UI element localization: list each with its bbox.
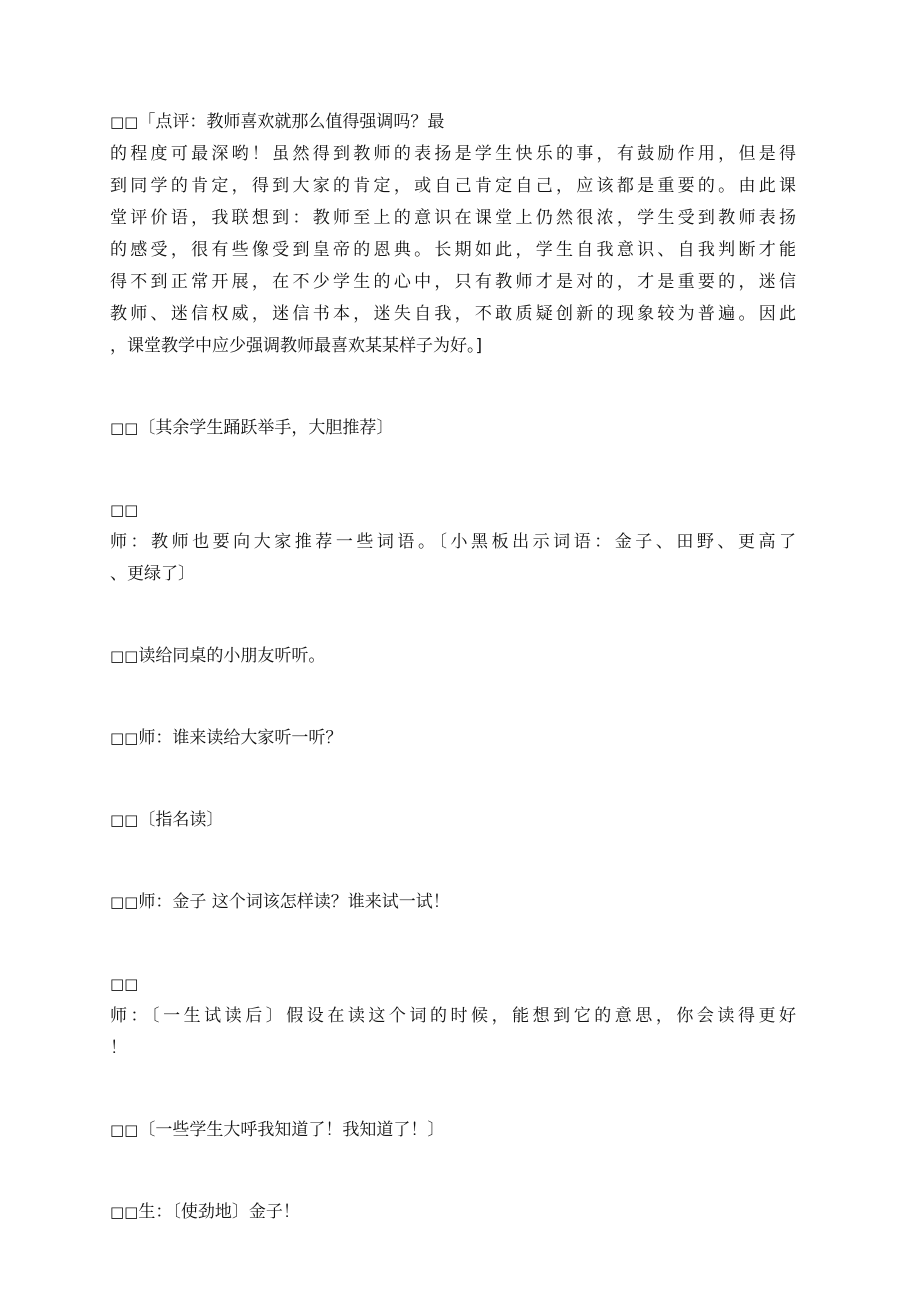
missing-glyph-marker: □□ (110, 893, 139, 911)
line-text: 师：〔一生试读后〕假设在读这个词的时候，能想到它的意思，你会读得更好 (110, 1006, 796, 1026)
text-line (110, 298, 796, 330)
text-line (110, 558, 796, 590)
text-line (110, 1196, 796, 1228)
line-text: 的感受，很有些像受到皇帝的恩典。长期如此，学生自我意识、自我判断才能 (110, 240, 796, 260)
text-line (110, 494, 796, 526)
paragraph (110, 1114, 796, 1146)
paragraph (110, 106, 796, 362)
line-text: 师：教师也要向大家推荐一些词语。〔小黑板出示词语：金子、田野、更高了 (110, 532, 796, 552)
text-line (110, 968, 796, 1000)
text-line (110, 1032, 796, 1064)
line-text: 「点评：教师喜欢就那么值得强调吗？最 (138, 112, 445, 132)
line-text: ！ (110, 1038, 127, 1058)
missing-glyph-marker: □□ (110, 647, 139, 665)
missing-glyph-marker: □□ (110, 975, 139, 993)
paragraph (110, 722, 796, 754)
text-line (110, 234, 796, 266)
text-line (110, 106, 796, 138)
paragraph-gap (110, 1064, 796, 1114)
missing-glyph-marker: □□ (110, 1121, 139, 1139)
missing-glyph-marker: □□ (110, 729, 139, 747)
line-text: 教师、迷信权威，迷信书本，迷失自我，不敢质疑创新的现象较为普遍。因此 (110, 304, 796, 324)
line-text: 读给同桌的小朋友听听。 (138, 646, 326, 666)
line-text: 生：〔使劲地〕金子！ (138, 1202, 300, 1222)
paragraph-gap (110, 836, 796, 886)
text-line (110, 1000, 796, 1032)
line-text: ，课堂教学中应少强调教师最喜欢某某样子为好。] (110, 336, 483, 356)
paragraph (110, 804, 796, 836)
missing-glyph-marker: □□ (110, 811, 139, 829)
paragraph (110, 886, 796, 918)
text-line (110, 640, 796, 672)
text-line (110, 202, 796, 234)
line-text: 、更绿了〕 (110, 564, 195, 584)
paragraph (110, 968, 796, 1064)
missing-glyph-marker: □□ (110, 1203, 139, 1221)
line-text: 堂评价语，我联想到：教师至上的意识在课堂上仍然很浓，学生受到教师表扬 (110, 208, 796, 228)
paragraph-gap (110, 672, 796, 722)
line-text: 师：谁来读给大家听一听？ (138, 728, 343, 748)
text-line (110, 412, 796, 444)
text-line (110, 330, 796, 362)
line-text: 〔其余学生踊跃举手，大胆推荐〕 (138, 418, 394, 438)
text-line (110, 722, 796, 754)
text-line (110, 138, 796, 170)
text-line (110, 170, 796, 202)
text-line (110, 886, 796, 918)
line-text: 到同学的肯定，得到大家的肯定，或自己肯定自己，应该都是重要的。由此课 (110, 176, 796, 196)
paragraph-gap (110, 590, 796, 640)
paragraph-gap (110, 918, 796, 968)
missing-glyph-marker: □□ (110, 113, 139, 131)
line-text: 的程度可最深哟！虽然得到教师的表扬是学生快乐的事，有鼓励作用，但是得 (110, 144, 796, 164)
line-text: 得不到正常开展，在不少学生的心中，只有教师才是对的，才是重要的，迷信 (110, 272, 796, 292)
text-line (110, 526, 796, 558)
line-text: 师：金子 这个词该怎样读？谁来试一试！ (138, 892, 450, 912)
text-line (110, 266, 796, 298)
text-line (110, 804, 796, 836)
missing-glyph-marker: □□ (110, 419, 139, 437)
paragraph (110, 640, 796, 672)
paragraph-gap (110, 362, 796, 412)
text-line (110, 1114, 796, 1146)
missing-glyph-marker: □□ (110, 501, 139, 519)
line-text: 〔指名读〕 (138, 810, 224, 830)
paragraph (110, 1196, 796, 1228)
document-body (110, 106, 796, 1228)
paragraph (110, 412, 796, 444)
paragraph-gap (110, 444, 796, 494)
paragraph-gap (110, 1146, 796, 1196)
paragraph-gap (110, 754, 796, 804)
paragraph (110, 494, 796, 590)
line-text: 〔一些学生大呼我知道了！我知道了！〕 (138, 1120, 445, 1140)
